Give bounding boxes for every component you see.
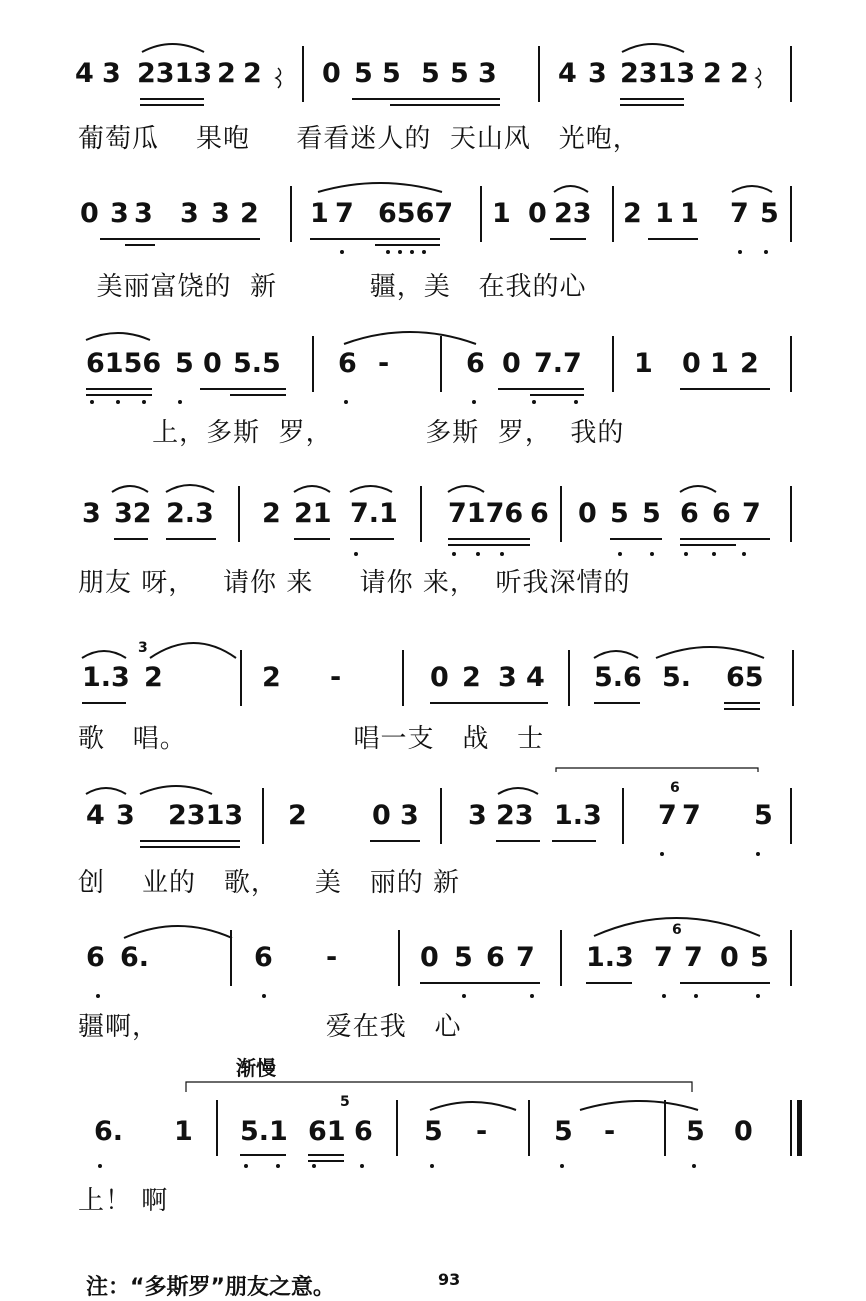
notes-row: 3 32 2.3 2 21 7.1 7176 6 0 5 5 6 6 7	[82, 498, 761, 529]
lyrics-line: 朋友 呀， 请你 来 请你 来， 听我深情的	[78, 568, 631, 598]
notes-row: 6156 5 0 5.5 6 - 6 0 7.7 1 0 1 2	[86, 348, 759, 379]
notes-row: 4 3 2313 2 2 0 5 5 5 5 3 4 3 2313 2 2	[75, 58, 749, 89]
system-7	[0, 908, 866, 1042]
page-number: 93	[438, 1270, 461, 1289]
system-2	[0, 176, 866, 306]
notes-row: 6 6. 6 - 0 5 6 7 1.3 7 7 0 5	[86, 942, 769, 973]
tempo-marking: 渐慢	[236, 1056, 276, 1080]
notes-row: 1.3 2 2 - 0 2 3 4 5.6 5. 65	[82, 662, 764, 693]
system-5	[0, 622, 866, 752]
lyrics-line: 美丽富饶的 新 疆，美 在我的心	[78, 272, 587, 302]
grace-note: 3	[138, 640, 148, 656]
lyrics-line: 上，多斯 罗， 多斯 罗， 我的	[78, 418, 625, 448]
lyrics-line: 创 业的 歌， 美 丽的 新	[78, 868, 460, 898]
lyrics-line: 疆啊， 爱在我 心	[78, 1012, 462, 1042]
system-3	[0, 320, 866, 450]
system-8	[0, 1048, 866, 1218]
grace-note: 5	[340, 1094, 350, 1110]
system-4	[0, 470, 866, 600]
notes-row: 4 3 2313 2 0 3 3 23 1.3 7 7 5	[86, 800, 773, 831]
system-6	[0, 768, 866, 898]
lyrics-line: 葡萄瓜 果咆 看看迷人的 天山风 光咆，	[78, 124, 640, 154]
notes-row: 0 3 3 3 3 2 1 7 6567 1 0 23 2 1 1 7 5	[80, 198, 779, 229]
grace-note: 6	[670, 780, 680, 796]
system-1	[0, 38, 866, 158]
notes-row: 6. 1 5.1 61 6 5 - 5 - 5 0	[94, 1116, 753, 1147]
grace-note: 6	[672, 922, 682, 938]
footnote: 注：“多斯罗”朋友之意。	[86, 1275, 335, 1300]
lyrics-line: 歌 唱。 唱一支 战 士	[78, 724, 545, 754]
lyrics-line: 上！ 啊	[78, 1186, 169, 1216]
